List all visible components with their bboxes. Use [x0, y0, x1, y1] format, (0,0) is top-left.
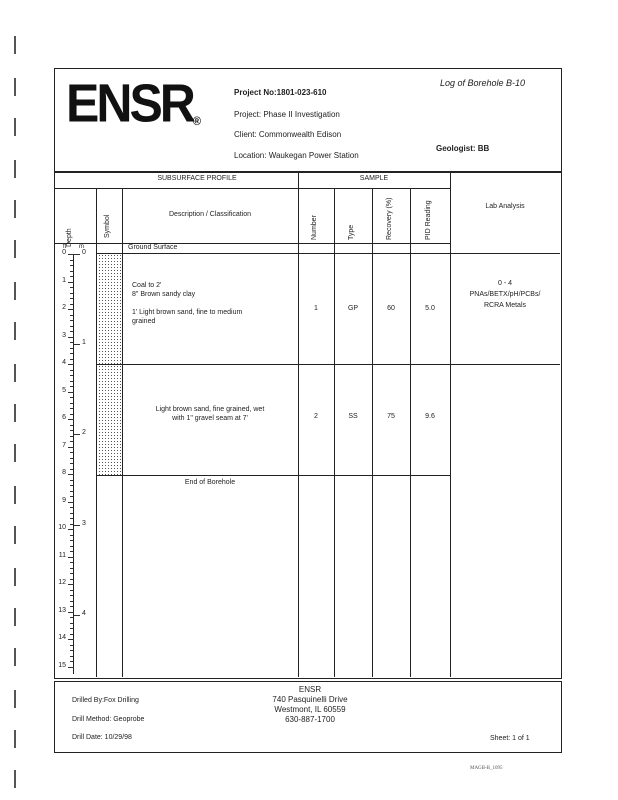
depth-minor-tick	[70, 265, 73, 266]
depth-ft-tick	[68, 309, 74, 310]
binder-mark	[14, 160, 16, 178]
binder-mark	[14, 648, 16, 666]
depth-minor-tick	[70, 606, 73, 607]
depth-m-tick	[74, 434, 80, 435]
depth-minor-tick	[70, 590, 73, 591]
depth-ft-tick	[68, 557, 74, 558]
binder-mark	[14, 444, 16, 462]
binder-mark	[14, 322, 16, 340]
sheet-number: Sheet: 1 of 1	[490, 735, 530, 742]
lab-line: 0 - 4	[497, 280, 512, 287]
depth-minor-tick	[70, 463, 73, 464]
depth-ft-tick	[68, 612, 74, 613]
depth-ft-tick	[68, 282, 74, 283]
depth-minor-tick	[70, 524, 73, 525]
depth-ft-label: 12	[58, 579, 66, 586]
description-line: with 1" gravel seam at 7'	[172, 415, 248, 422]
lab-analysis-header: Lab Analysis	[485, 203, 525, 210]
description-line	[132, 299, 242, 308]
depth-minor-tick	[70, 540, 73, 541]
depth-ft-tick	[68, 419, 74, 420]
depth-minor-tick	[70, 601, 73, 602]
depth-ft-label: 2	[62, 304, 66, 311]
depth-m-label: 3	[82, 519, 86, 527]
depth-minor-tick	[70, 304, 73, 305]
location: Location: Waukegan Power Station	[234, 151, 359, 160]
symbol-header: Symbol	[104, 214, 111, 238]
description-line: Coal to 2'	[132, 282, 162, 289]
address-line: 740 Pasquinelli Drive	[272, 695, 348, 704]
phone-number: 630-887-1700	[285, 715, 335, 724]
pid-header: PID Reading	[425, 200, 432, 240]
depth-ft-tick	[68, 337, 74, 338]
depth-minor-tick	[70, 595, 73, 596]
binder-mark	[14, 526, 16, 544]
depth-minor-tick	[70, 645, 73, 646]
depth-minor-tick	[70, 287, 73, 288]
depth-ft-label: 4	[62, 359, 66, 366]
depth-minor-tick	[70, 359, 73, 360]
depth-ft-label: 0	[62, 249, 66, 256]
depth-ft-tick	[68, 474, 74, 475]
document-stamp: MAGB-B_1095	[470, 766, 503, 771]
binder-mark	[14, 364, 16, 382]
depth-minor-tick	[70, 546, 73, 547]
binder-mark	[14, 118, 16, 136]
interval-1-pid: 5.0	[425, 305, 435, 312]
depth-ft-label: 14	[58, 634, 66, 641]
depth-minor-tick	[70, 568, 73, 569]
depth-minor-tick	[70, 518, 73, 519]
interval-2-pid: 9.6	[425, 413, 435, 420]
depth-ft-label: 7	[62, 441, 66, 449]
geologist: Geologist: BB	[436, 144, 490, 153]
depth-ft-label: 9	[62, 496, 66, 504]
depth-minor-tick	[70, 436, 73, 437]
depth-minor-tick	[70, 293, 73, 294]
depth-minor-tick	[70, 617, 73, 618]
depth-minor-tick	[70, 271, 73, 272]
depth-m-tick	[74, 344, 80, 345]
interval-2-type: SS	[348, 413, 358, 420]
depth-minor-tick	[70, 425, 73, 426]
description-line: grained	[132, 318, 156, 325]
depth-minor-tick	[70, 491, 73, 492]
depth-minor-tick	[70, 298, 73, 299]
depth-ft-tick	[68, 639, 74, 640]
recovery-header: Recovery (%)	[386, 197, 393, 240]
binder-mark	[14, 240, 16, 258]
depth-m-label: 2	[82, 429, 86, 437]
depth-m-tick	[74, 615, 80, 616]
lab-line: PNAs/BETX/pH/PCBs/	[469, 291, 541, 298]
row-divider	[96, 253, 560, 254]
depth-ft-tick	[68, 529, 74, 530]
binder-mark	[14, 608, 16, 626]
depth-minor-tick	[70, 579, 73, 580]
depth-minor-tick	[70, 458, 73, 459]
depth-minor-tick	[70, 562, 73, 563]
depth-minor-tick	[70, 480, 73, 481]
interval-1-recovery: 60	[387, 305, 395, 312]
interval-2-number: 2	[314, 413, 318, 420]
depth-minor-tick	[70, 656, 73, 657]
depth-minor-tick	[70, 408, 73, 409]
depth-ft-tick	[68, 392, 74, 393]
depth-minor-tick	[70, 320, 73, 321]
depth-minor-tick	[70, 430, 73, 431]
depth-ft-label: 15	[58, 661, 66, 669]
binder-mark	[14, 730, 16, 748]
depth-m-label: 0	[82, 249, 86, 256]
drill-method: Drill Method: Geoprobe	[72, 716, 145, 723]
binder-mark	[14, 404, 16, 422]
depth-ft-tick	[68, 447, 74, 448]
header-divider	[54, 243, 450, 244]
column-divider	[96, 188, 97, 677]
depth-minor-tick	[70, 342, 73, 343]
depth-minor-tick	[70, 315, 73, 316]
binder-mark	[14, 690, 16, 708]
depth-minor-tick	[70, 573, 73, 574]
depth-minor-tick	[70, 535, 73, 536]
depth-minor-tick	[70, 353, 73, 354]
interval-1-type: GP	[347, 305, 359, 312]
binder-mark	[14, 78, 16, 96]
depth-minor-tick	[70, 634, 73, 635]
depth-ft-label: 3	[62, 331, 66, 339]
description-line: 8" Brown sandy clay	[132, 291, 196, 298]
column-divider	[450, 172, 451, 677]
depth-minor-tick	[70, 661, 73, 662]
depth-ft-label: 13	[58, 606, 66, 614]
column-divider	[298, 172, 299, 677]
project-name: Project: Phase II Investigation	[234, 110, 340, 119]
interval-2-recovery: 75	[387, 413, 395, 420]
soil-symbol-pattern	[98, 254, 121, 475]
log-title: Log of Borehole B-10	[440, 78, 526, 88]
column-divider	[372, 188, 373, 677]
description-line: 1' Light brown sand, fine to medium	[132, 309, 243, 316]
logo-text: ENSR	[66, 73, 193, 134]
depth-minor-tick	[70, 628, 73, 629]
column-divider	[410, 188, 411, 677]
depth-minor-tick	[70, 381, 73, 382]
number-header: Number	[311, 215, 318, 240]
drilled-by: Drilled By:Fox Drilling	[72, 697, 139, 704]
depth-ft-tick	[68, 502, 74, 503]
depth-ft-label: 1	[62, 276, 66, 284]
logo-registered-mark: ®	[192, 115, 202, 129]
depth-minor-tick	[70, 650, 73, 651]
company-name: ENSR	[298, 685, 322, 694]
address-line: Westmont, IL 60559	[274, 705, 346, 714]
depth-m-tick	[74, 254, 80, 255]
binder-mark	[14, 568, 16, 586]
depth-minor-tick	[70, 375, 73, 376]
depth-minor-tick	[70, 276, 73, 277]
depth-ft-label: 6	[62, 414, 66, 421]
depth-minor-tick	[70, 331, 73, 332]
depth-header: Depth	[66, 228, 73, 247]
depth-minor-tick	[70, 496, 73, 497]
description-header: Description / Classification	[168, 211, 252, 218]
depth-ft-label: 10	[58, 524, 66, 531]
depth-minor-tick	[70, 348, 73, 349]
end-of-borehole-label: End of Borehole	[184, 479, 236, 486]
column-divider	[122, 188, 123, 677]
lab-line: RCRA Metals	[483, 302, 526, 309]
depth-minor-tick	[70, 507, 73, 508]
binder-mark	[14, 282, 16, 300]
depth-ft-label: 5	[62, 386, 66, 394]
interval-1-number: 1	[314, 305, 318, 312]
depth-minor-tick	[70, 397, 73, 398]
depth-unit-ft: ft	[63, 244, 67, 250]
depth-ft-label: 8	[62, 469, 66, 476]
depth-m-tick	[74, 525, 80, 526]
depth-m-label: 4	[82, 609, 86, 617]
depth-minor-tick	[70, 414, 73, 415]
depth-ft-tick	[68, 667, 74, 668]
depth-minor-tick	[70, 485, 73, 486]
depth-minor-tick	[70, 441, 73, 442]
depth-unit-m: m	[79, 244, 84, 250]
drill-date: Drill Date: 10/29/98	[72, 734, 132, 741]
depth-minor-tick	[70, 403, 73, 404]
interval-1-description	[132, 281, 242, 326]
description-line: Light brown sand, fine grained, wet	[155, 406, 265, 413]
header-divider	[54, 188, 450, 189]
depth-ft-label: 11	[58, 551, 66, 559]
depth-ft-tick	[68, 364, 74, 365]
depth-minor-tick	[70, 469, 73, 470]
binder-mark	[14, 770, 16, 788]
binder-mark	[14, 200, 16, 218]
sample-header: SAMPLE	[359, 175, 389, 182]
depth-minor-tick	[70, 370, 73, 371]
binder-mark	[14, 486, 16, 504]
depth-minor-tick	[70, 452, 73, 453]
column-divider	[334, 188, 335, 677]
interval-2-description	[122, 405, 298, 423]
depth-minor-tick	[70, 513, 73, 514]
type-header: Type	[348, 224, 355, 240]
depth-minor-tick	[70, 623, 73, 624]
binder-mark	[14, 36, 16, 54]
depth-ft-tick	[68, 584, 74, 585]
depth-minor-tick	[70, 260, 73, 261]
row-divider	[96, 475, 450, 476]
project-number: Project No:1801-023-610	[234, 88, 327, 97]
ground-surface-label: Ground Surface	[128, 244, 178, 251]
client-name: Client: Commonwealth Edison	[234, 130, 342, 139]
interval-1-lab-analysis	[450, 278, 560, 311]
depth-minor-tick	[70, 551, 73, 552]
company-address	[230, 685, 390, 725]
row-divider	[96, 364, 560, 365]
ensr-logo	[66, 72, 201, 135]
depth-m-label: 1	[82, 339, 86, 347]
depth-minor-tick	[70, 386, 73, 387]
depth-minor-tick	[70, 326, 73, 327]
subsurface-profile-header: SUBSURFACE PROFILE	[157, 175, 237, 182]
